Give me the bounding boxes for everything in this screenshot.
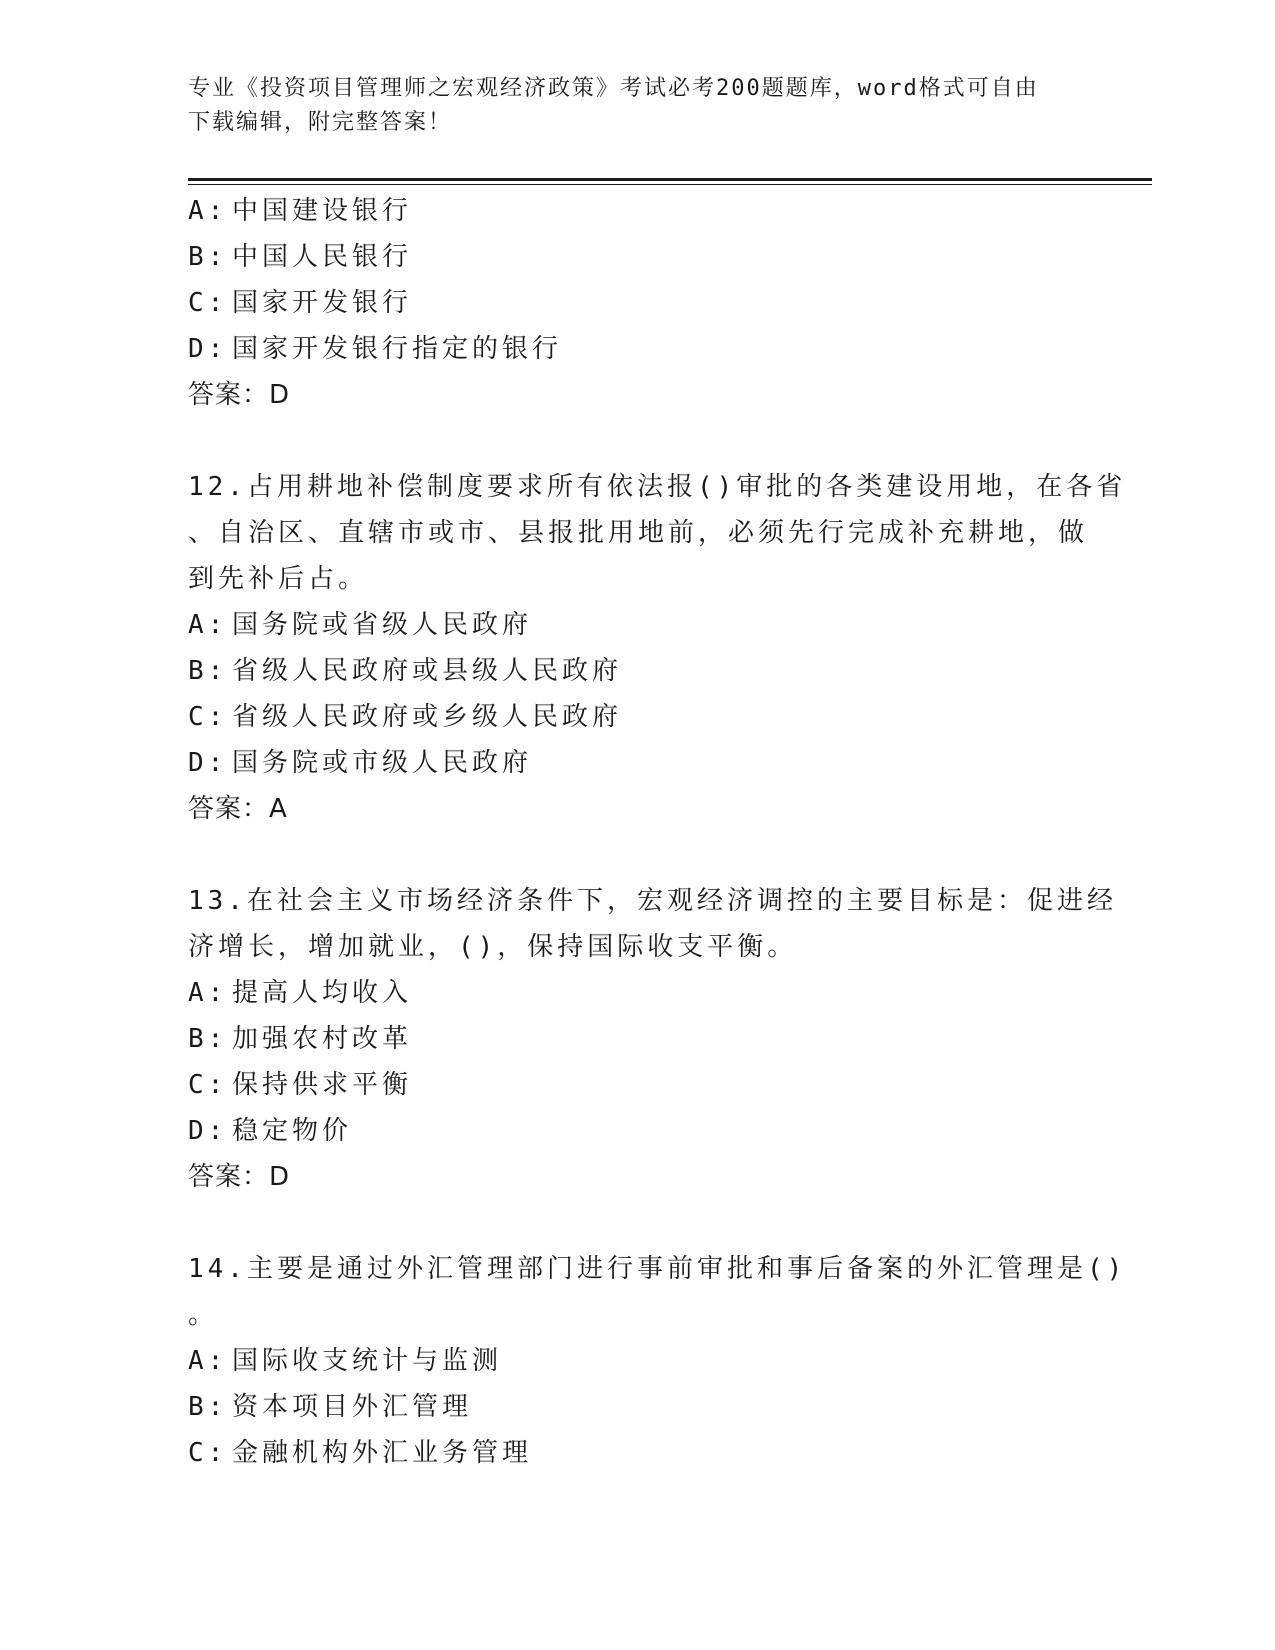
question-text-line: 14.主要是通过外汇管理部门进行事前审批和事后备案的外汇管理是()	[188, 1254, 1127, 1284]
option-text: 中国建设银行	[232, 196, 413, 226]
option-a	[188, 188, 1088, 234]
option-b	[188, 234, 1088, 280]
option-key: C:	[188, 288, 228, 318]
spacer	[188, 418, 1088, 464]
document-header	[188, 72, 1088, 140]
option-key: A:	[188, 196, 228, 226]
option-b	[188, 1384, 1088, 1430]
question-12	[188, 464, 1127, 832]
option-text: 中国人民银行	[232, 242, 413, 272]
option-text: 省级人民政府或乡级人民政府	[232, 702, 623, 732]
option-key: C:	[188, 1438, 228, 1468]
option-text: 加强农村改革	[232, 1024, 413, 1054]
option-d	[188, 1108, 1088, 1154]
option-key: D:	[188, 334, 228, 364]
option-text: 提高人均收入	[232, 978, 413, 1008]
option-d	[188, 740, 1088, 786]
option-text: 省级人民政府或县级人民政府	[232, 656, 623, 686]
answer: 答案：D	[188, 1162, 291, 1192]
question-text-line: 12.占用耕地补偿制度要求所有依法报()审批的各类建设用地，在各省	[188, 472, 1127, 502]
header-line-1: 专业《投资项目管理师之宏观经济政策》考试必考200题题库，word格式可自由	[188, 76, 1039, 101]
option-a	[188, 602, 1088, 648]
header-divider-thick	[188, 178, 1152, 181]
option-text: 国务院或省级人民政府	[232, 610, 533, 640]
answer: 答案：A	[188, 794, 288, 824]
option-d	[188, 326, 1088, 372]
option-a	[188, 1338, 1088, 1384]
option-c	[188, 1430, 1088, 1476]
option-text: 金融机构外汇业务管理	[232, 1438, 533, 1468]
option-c	[188, 280, 1088, 326]
option-key: A:	[188, 978, 228, 1008]
question-13	[188, 878, 1117, 1200]
option-key: D:	[188, 748, 228, 778]
option-text: 国家开发银行指定的银行	[232, 334, 563, 364]
question-text-line: 济增长，增加就业，()，保持国际收支平衡。	[188, 932, 798, 962]
option-key: B:	[188, 1392, 228, 1422]
option-b	[188, 648, 1088, 694]
question-text-line: 13.在社会主义市场经济条件下，宏观经济调控的主要目标是：促进经	[188, 886, 1117, 916]
option-key: B:	[188, 656, 228, 686]
option-key: D:	[188, 1116, 228, 1146]
option-key: C:	[188, 702, 228, 732]
question-text-line: 、自治区、直辖市或市、县报批用地前，必须先行完成补充耕地，做	[188, 518, 1089, 548]
option-c	[188, 1062, 1088, 1108]
option-key: C:	[188, 1070, 228, 1100]
option-a	[188, 970, 1088, 1016]
option-text: 资本项目外汇管理	[232, 1392, 473, 1422]
option-text: 国际收支统计与监测	[232, 1346, 503, 1376]
option-text: 国家开发银行	[232, 288, 413, 318]
question-text-line: 到先补后占。	[188, 564, 369, 594]
option-key: A:	[188, 610, 228, 640]
question-11	[188, 188, 1088, 418]
header-line-2: 下载编辑，附完整答案！	[188, 110, 453, 135]
option-key: B:	[188, 242, 228, 272]
option-key: B:	[188, 1024, 228, 1054]
spacer	[188, 832, 1088, 878]
question-list	[188, 188, 1127, 1476]
option-c	[188, 694, 1088, 740]
option-b	[188, 1016, 1088, 1062]
spacer	[188, 1200, 1088, 1246]
question-text-line: 。	[188, 1300, 219, 1330]
option-key: A:	[188, 1346, 228, 1376]
option-text: 保持供求平衡	[232, 1070, 413, 1100]
option-text: 稳定物价	[232, 1116, 353, 1146]
answer: 答案：D	[188, 380, 291, 410]
question-14	[188, 1246, 1127, 1476]
option-text: 国务院或市级人民政府	[232, 748, 533, 778]
header-divider-thin	[188, 184, 1152, 185]
